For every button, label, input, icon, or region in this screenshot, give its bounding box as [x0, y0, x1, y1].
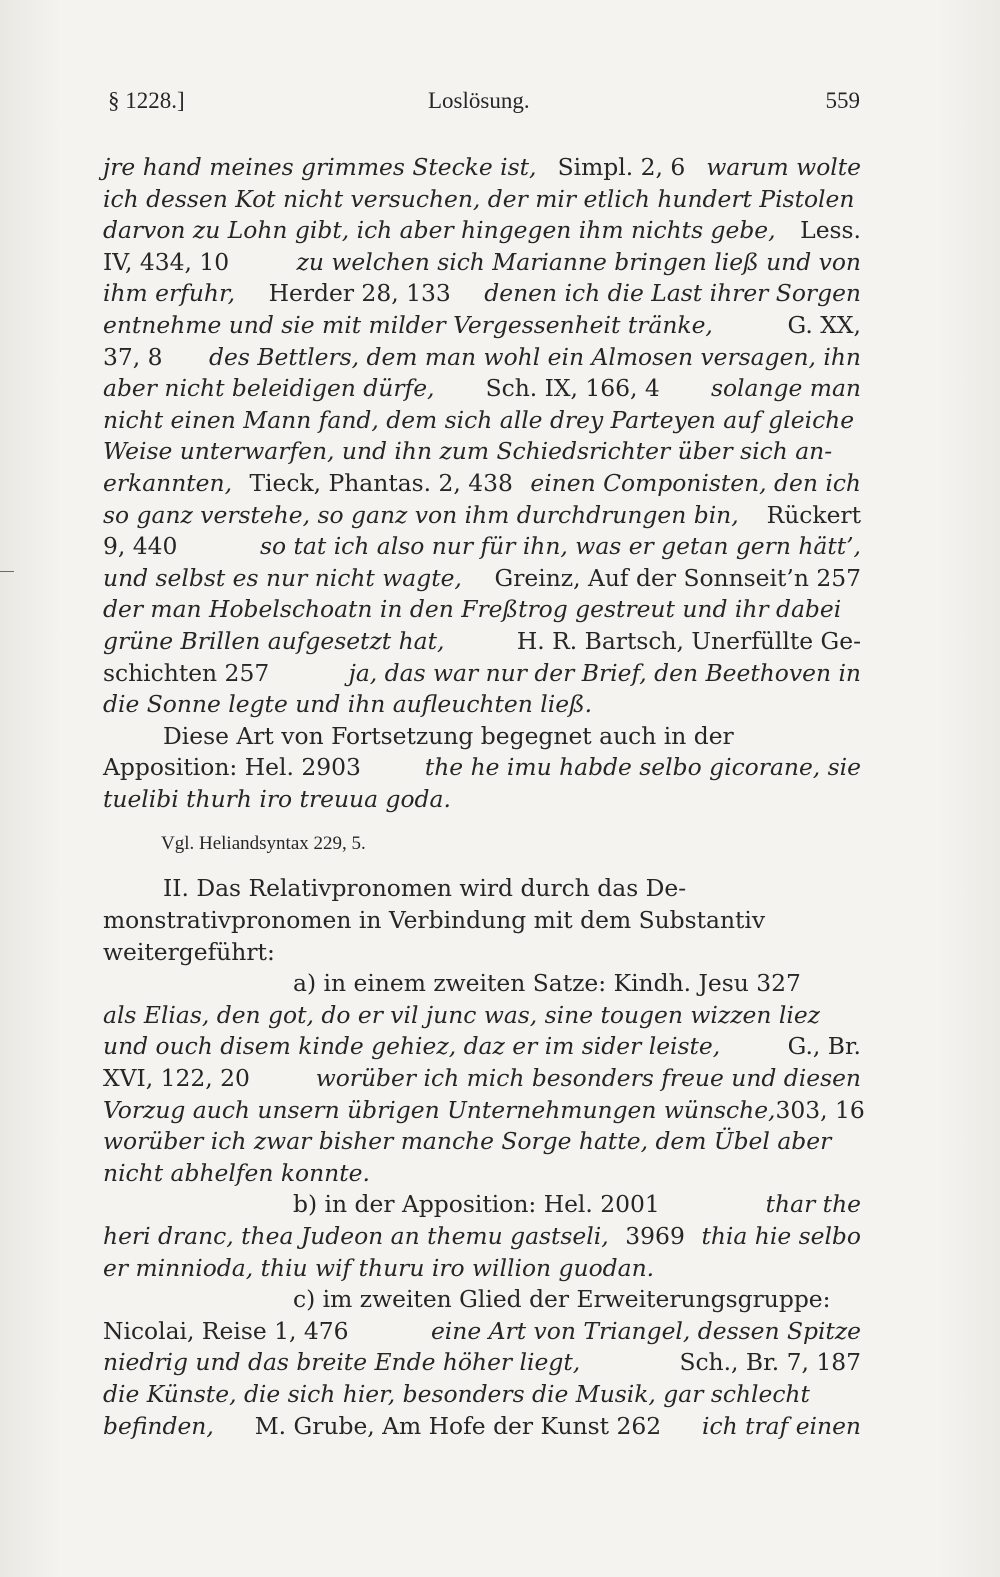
text-line: [103, 1095, 865, 1127]
italic-quote: des Bettlers, dem man wohl ein Almosen versagen, ihn: [209, 342, 861, 371]
italic-quote: solange man: [710, 374, 861, 403]
italic-quote: thar the: [765, 1190, 861, 1219]
italic-quote: nicht einen Mann fand, dem sich alle drey Parteyen auf gleiche: [103, 405, 855, 434]
citation-text: G. XX,: [787, 310, 861, 339]
italic-quote: tuelibi thurh iro treuua goda.: [103, 784, 451, 813]
text-line: [103, 310, 861, 342]
text-line: [103, 594, 861, 626]
citation-text: Tieck, Phantas. 2, 438: [249, 468, 513, 497]
text-line: [103, 905, 861, 937]
citation-text: Vgl. Heliandsyntax 229, 5.: [161, 833, 366, 855]
citation-text: II. Das Relativpronomen wird durch das De-: [163, 874, 687, 903]
citation-text: a) in einem zweiten Satze: Kindh. Jesu 327: [293, 969, 801, 998]
italic-quote: zu welchen sich Marianne bringen ließ und von: [296, 247, 861, 276]
text-line: [103, 721, 861, 753]
italic-quote: entnehme und sie mit milder Vergessenheit tränke,: [103, 310, 713, 339]
italic-quote: ihm erfuhr,: [103, 279, 236, 308]
italic-quote: ja, das war nur der Brief, den Beethoven in: [348, 658, 861, 687]
italic-quote: the he imu habde selbo gicorane, sie: [424, 753, 861, 782]
citation-text: Less.: [800, 216, 861, 245]
italic-quote: er minnioda, thiu wif thuru iro willion guodan.: [103, 1253, 655, 1282]
page-number: 559: [825, 88, 860, 113]
italic-quote: aber nicht beleidigen dürfe,: [103, 374, 435, 403]
italic-quote: die Sonne legte und ihn aufleuchten ließ.: [103, 690, 593, 719]
section-reference: § 1228.]: [108, 88, 185, 113]
body-text: [103, 152, 865, 1442]
text-line: [103, 1063, 861, 1095]
citation-text: Rückert: [766, 500, 861, 529]
italic-quote: befinden,: [103, 1411, 214, 1440]
text-line: [103, 500, 861, 532]
italic-quote: Weise unterwarfen, und ihn zum Schiedsrichter über sich an-: [103, 437, 833, 466]
italic-quote: grüne Brillen aufgesetzt hat,: [103, 626, 445, 655]
text-line: [103, 531, 861, 563]
italic-quote: so ganz verstehe, so ganz von ihm durchdrungen bin,: [103, 500, 739, 529]
text-line: [103, 968, 861, 1000]
text-line: [103, 1000, 861, 1032]
text-line: [103, 563, 861, 595]
italic-quote: thia hie selbo: [701, 1222, 861, 1250]
italic-quote: eine Art von Triangel, dessen Spitze: [430, 1316, 861, 1345]
citation-text: Nicolai, Reise 1, 476: [103, 1316, 349, 1345]
citation-text: 9, 440: [103, 532, 178, 561]
running-header: [108, 88, 860, 124]
italic-quote: und ouch disem kinde gehiez, daz er im sider leiste,: [103, 1032, 721, 1061]
citation-text: c) im zweiten Glied der Erweiterungsgruppe:: [293, 1285, 831, 1314]
text-line: [103, 689, 861, 721]
text-line: [103, 1347, 861, 1379]
italic-quote: einen Componisten, den ich: [530, 468, 861, 497]
citation-text: Diese Art von Fortsetzung begegnet auch in der: [163, 721, 734, 750]
citation-text: Sch. IX, 166, 4: [485, 374, 660, 403]
text-line: [103, 1221, 861, 1253]
italic-quote: so tat ich also nur für ihn, was er getan gern hätt’,: [260, 532, 861, 561]
italic-quote: die Künste, die sich hier, besonders die Musik, gar schlecht: [103, 1379, 810, 1408]
text-line: [103, 278, 861, 310]
citation-text: H. R. Bartsch, Unerfüllte Ge-: [516, 626, 861, 655]
italic-quote: ich dessen Kot nicht versuchen, der mir etlich hundert Pistolen: [103, 184, 855, 213]
italic-quote: worüber ich mich besonders freue und diesen: [315, 1064, 861, 1093]
text-line: [103, 752, 861, 784]
text-line: [103, 373, 861, 405]
citation-text: Simpl. 2, 6: [557, 153, 686, 181]
text-line: [103, 873, 861, 905]
italic-quote: worüber ich zwar bisher manche Sorge hatte, dem Übel aber: [103, 1127, 832, 1156]
citation-text: 303, 16: [775, 1095, 865, 1124]
text-line: [103, 658, 861, 690]
text-line: [103, 1189, 861, 1221]
citation-text: Sch., Br. 7, 187: [679, 1348, 861, 1377]
italic-quote: als Elias, den got, do er vil junc was, sine tougen wizzen liez: [103, 1000, 820, 1029]
margin-mark: [0, 571, 14, 572]
footnote-line: [103, 829, 861, 859]
text-line: [103, 184, 861, 216]
text-line: [103, 342, 861, 374]
italic-quote: heri dranc, thea Judeon an themu gastseli,: [103, 1222, 609, 1250]
text-line: [103, 1031, 861, 1063]
italic-quote: ich traf einen: [702, 1411, 861, 1440]
text-line: [103, 626, 861, 658]
citation-text: b) in der Apposition: Hel. 2001: [293, 1190, 660, 1219]
italic-quote: darvon zu Lohn gibt, ich aber hingegen ihm nichts gebe,: [103, 216, 776, 245]
text-line: [103, 468, 861, 500]
citation-text: 3969: [625, 1222, 685, 1250]
citation-text: schichten 257: [103, 658, 270, 687]
citation-text: weitergeführt:: [103, 937, 275, 966]
italic-quote: und selbst es nur nicht wagte,: [103, 563, 462, 592]
italic-quote: der man Hobelschoatn in den Freßtrog gestreut und ihr dabei: [103, 595, 842, 624]
text-line: [103, 215, 861, 247]
italic-quote: niedrig und das breite Ende höher liegt,: [103, 1348, 581, 1377]
citation-text: IV, 434, 10: [103, 247, 230, 276]
text-line: [103, 1379, 861, 1411]
text-line: [103, 1284, 861, 1316]
italic-quote: Vorzug auch unsern übrigen Unternehmungen wünsche,: [103, 1095, 776, 1124]
text-line: [103, 1126, 861, 1158]
italic-quote: nicht abhelfen konnte.: [103, 1158, 370, 1187]
citation-text: XVI, 122, 20: [103, 1064, 250, 1093]
page-title: Loslösung.: [428, 88, 530, 113]
citation-text: Herder 28, 133: [268, 279, 451, 308]
citation-text: monstrativpronomen in Verbindung mit dem Substantiv: [103, 906, 766, 935]
text-line: [103, 436, 861, 468]
text-line: [103, 1158, 861, 1190]
text-line: [103, 937, 861, 969]
text-line: [103, 152, 861, 184]
citation-text: 37, 8: [103, 342, 163, 371]
citation-text: Apposition: Hel. 2903: [103, 753, 361, 782]
italic-quote: denen ich die Last ihrer Sorgen: [484, 279, 861, 308]
italic-quote: jre hand meines grimmes Stecke ist,: [103, 153, 537, 181]
citation-text: Greinz, Auf der Sonnseit’n 257: [494, 563, 861, 592]
citation-text: M. Grube, Am Hofe der Kunst 262: [254, 1411, 662, 1440]
text-line: [103, 784, 861, 816]
text-line: [103, 247, 861, 279]
text-line: [103, 405, 861, 437]
citation-text: G., Br.: [787, 1032, 861, 1061]
text-line: [103, 1411, 861, 1443]
italic-quote: warum wolte: [706, 153, 861, 181]
italic-quote: erkannten,: [103, 468, 233, 497]
text-line: [103, 1316, 861, 1348]
text-line: [103, 1253, 861, 1285]
